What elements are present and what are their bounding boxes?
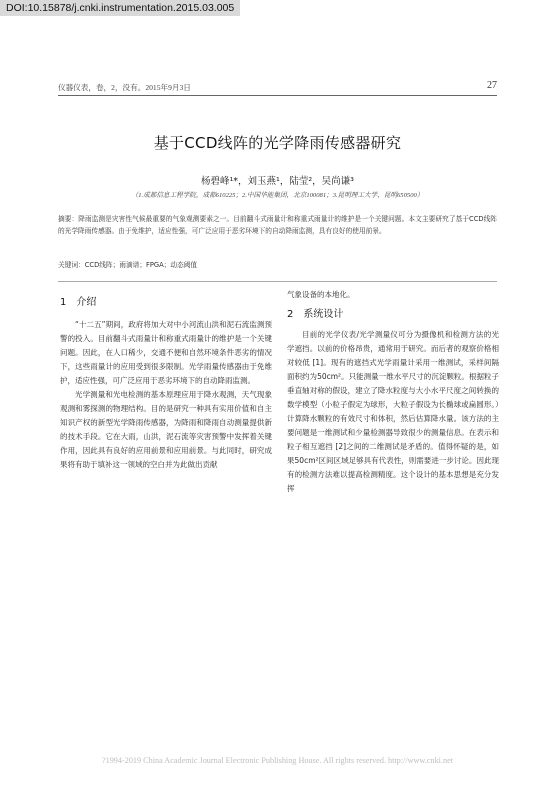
- paragraph: “十二五”期间，政府将加大对中小河流山洪和泥石流监测预警的投入。目前翻斗式雨量计和称重式雨量计的维护是一个关键问题。因此，在人口稀少，交通不便和自然环境条件恶劣的情况下，这些雨量计的应用受到很多限制。光学雨量传感器由于免维护，适应性强，可广泛应用于恶劣环境下的自动降雨监测。: [60, 320, 272, 385]
- paragraph: 目前的光学仪表/光学测量仪可分为摄像机和检测方法的光学遮挡。以前的价格昂贵，通常用于研究。而后者的观察价格相对较低 [1]。现有的遮挡式光学雨量计采用一维测试，采样间隔面积约为50cm²。只能测量一维水平尺寸的沉淀颗粒。根据粒子垂直轴对称的假设，建立了降水粒度与大小水平尺度之间转换的数学模型（小粒子假定为球形，大粒子假设为长椭球或扁圆形。）计算降水颗粒的有效尺寸和体积，然后估算降水量。该方法的主要问题是一维测试和少量检测器导致很少的测量信息。在表示和粒子相互遮挡 [2]之间的二维测试是矛盾的。值得怀疑的是，如果50cm²区间区域足够具有代表性，则需要进一步讨论。因此现有的检测方法难以提高检测精度。这个设计的基本思想是充分发挥: [287, 330, 499, 493]
- author-list: 杨碧峰¹*，刘玉燕¹，陆莹²，吴尚谦³: [201, 176, 354, 187]
- header-rule: [58, 95, 497, 96]
- running-head: 仪器仪表，卷，2，没有。2015年9月3日: [58, 83, 191, 92]
- affiliation-list: （1.成都信息工程学院，成都610225；2.中国华能集团，北京100081；3.昆明理工大学，昆明650500）: [131, 192, 424, 199]
- paragraph-continuation: 气象设备的本地化。: [287, 290, 355, 299]
- section-heading-introduction: 1 介绍: [60, 297, 97, 308]
- keywords: 关键词：CCD线阵；雨滴谱；FPGA；动态阈值: [58, 261, 198, 269]
- doi-bar: [0, 0, 240, 16]
- section-heading-system-design: 2 系统设计: [287, 309, 344, 320]
- doi-text: DOI:10.15878/j.cnki.instrumentation.2015.03.005: [6, 2, 235, 14]
- copyright-footer: ?1994-2019 China Academic Journal Electronic Publishing House. All rights reserved. http://www.cnki.net: [101, 756, 453, 765]
- page-number: 27: [487, 80, 497, 91]
- right-column: [287, 288, 499, 496]
- left-column: [60, 288, 272, 472]
- abstract-divider: [58, 281, 497, 282]
- paper-title: 基于CCD线阵的光学降雨传感器研究: [153, 134, 402, 152]
- abstract: 摘要：降雨监测是灾害性气候最重要的气象观测要素之一。目前翻斗式雨量计和称重式雨量计的维护是一个关键问题。本文主要研究了基于CCD线阵的光学降雨传感器。由于免维护，适应性强，可广泛应用于恶劣环境下的自动降雨监测，具有良好的使用前景。: [58, 215, 497, 235]
- paragraph: 光学测量和光电检测的基本原理应用于降水观测，天气现象观测和雾探测的物理结构。目的是研究一种具有实用价值和自主知识产权的新型光学降雨传感器，为降雨和降雨自动测量提供新的技术手段。它在大雨，山洪，泥石流等灾害预警中发挥着关键作用，因此具有良好的应用前景和应用前景。与此同时，研究成果将有助于填补这一领域的空白并为此做出贡献: [60, 390, 272, 469]
